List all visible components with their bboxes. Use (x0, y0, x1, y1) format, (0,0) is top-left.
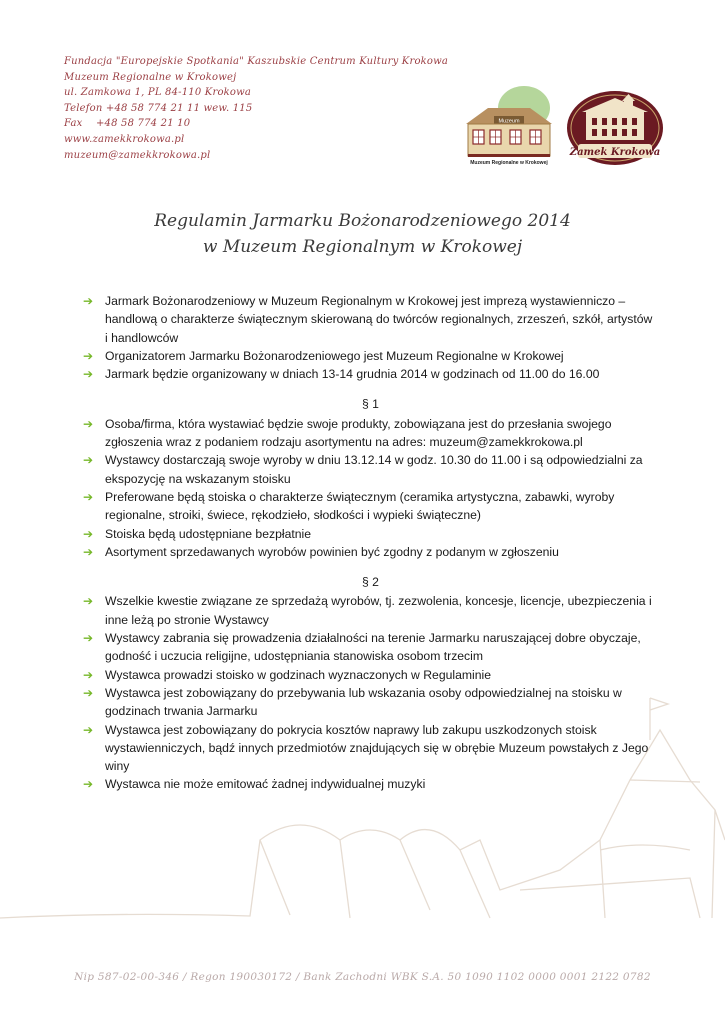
arrow-right-icon: ➔ (83, 416, 94, 431)
document-title (0, 208, 725, 260)
section-2-heading: § 2 (362, 575, 379, 590)
arrow-right-icon: ➔ (83, 631, 94, 646)
arrow-right-icon: ➔ (83, 685, 94, 700)
list-item: ➔ Asortyment sprzedawanych wyrobów powinien być zgodny z podanym w zgłoszeniu (83, 543, 658, 561)
letterhead-line-organization: Fundacja "Europejskie Spotkania" Kaszubskie Centrum Kultury Krokowa (64, 56, 449, 67)
list-item: ➔ Osoba/firma, która wystawiać będzie swoje produkty, zobowiązana jest do przesłania swojego zgłoszenia wraz z podaniem rodzaju asortymentu na adres: muzeum@zamekkrokowa.pl (83, 416, 612, 450)
museum-logo-caption: Muzeum Regionalne w Krokowej (470, 160, 548, 166)
list-item: ➔ Jarmark Bożonarodzeniowy w Muzeum Regionalnym w Krokowej jest imprezą wystawienniczo – handlową o charakterze świątecznym skierowaną do twórców regionalnych, zrzeszeń, szkół, artystów i handlowców (83, 294, 653, 345)
letterhead-line-email: muzeum@zamekkrokowa.pl (64, 149, 211, 161)
museum-sign-text: Muzeum (498, 118, 520, 125)
list-item: ➔ Wystawca nie może emitować żadnej indywidualnej muzyki (83, 775, 658, 793)
letterhead-line-phone: Telefon +48 58 774 21 11 wew. 115 (64, 102, 253, 114)
arrow-right-icon: ➔ (83, 722, 94, 737)
arrow-right-icon: ➔ (83, 348, 94, 363)
list-item: ➔ Wystawcy dostarczają swoje wyroby w dniu 13.12.14 w godz. 10.30 do 11.00 i są odpowiedzialni za ekspozycję na wskazanym stoisku (83, 453, 643, 486)
arrow-right-icon: ➔ (83, 294, 94, 308)
museum-logo (458, 84, 560, 174)
letterhead-line-address: ul. Zamkowa 1, PL 84-110 Krokowa (64, 87, 252, 99)
list-item: ➔ Stoiska będą udostępniane bezpłatnie (83, 525, 658, 543)
section-1-heading: § 1 (362, 397, 379, 412)
letterhead-line-fax: Fax +48 58 774 21 10 (64, 118, 191, 130)
regulations-content (83, 292, 658, 794)
list-item: ➔ Organizatorem Jarmarku Bożonarodzeniowego jest Muzeum Regionalne w Krokowej (83, 347, 658, 365)
castle-logo (564, 90, 666, 170)
intro-list (83, 292, 658, 383)
arrow-right-icon: ➔ (83, 594, 94, 609)
section-1-list (83, 415, 658, 561)
arrow-right-icon: ➔ (83, 367, 94, 382)
section-2-list (83, 592, 658, 793)
letterhead (64, 54, 464, 163)
arrow-right-icon: ➔ (83, 544, 94, 559)
castle-logo-caption: Zamek Krokowa (569, 147, 661, 158)
list-item: ➔ Wystawca jest zobowiązany do przebywania lub wskazania osoby odpowiedzialnej na stoisku w godzinach trwania Jarmarku (83, 685, 622, 719)
letterhead-line-website: www.zamekkrokowa.pl (64, 133, 185, 145)
list-item: ➔ Preferowane będą stoiska o charakterze świątecznym (ceramika artystyczna, zabawki, wyroby regionalne, stroiki, świece, rękodzieło, słodkości i wypieki świąteczne) (83, 489, 615, 523)
footer-registration-info: Nip 587-02-00-346 / Regon 190030172 / Bank Zachodni WBK S.A. 50 1090 1102 0000 0001 2122 0782 (74, 971, 651, 983)
arrow-right-icon: ➔ (83, 526, 94, 541)
title-line-1: Regulamin Jarmarku Bożonarodzeniowego 2014 (154, 211, 571, 231)
list-item: ➔ Wszelkie kwestie związane ze sprzedażą wyrobów, tj. zezwolenia, koncesje, licencje, ubezpieczenia i inne leżą po stronie Wystawcy (83, 594, 652, 627)
arrow-right-icon: ➔ (83, 453, 94, 468)
arrow-right-icon: ➔ (83, 489, 94, 504)
list-item: ➔ Wystawca prowadzi stoisko w godzinach wyznaczonych w Regulaminie (83, 666, 658, 684)
list-item: ➔ Wystawcy zabrania się prowadzenia działalności na terenie Jarmarku naruszającej dobre obyczaje, godność i uczucia religijne, udostępniania stanowiska osobom trzecim (83, 631, 641, 664)
title-line-2: w Muzeum Regionalnym w Krokowej (202, 237, 523, 257)
arrow-right-icon: ➔ (83, 777, 94, 792)
list-item: ➔ Jarmark będzie organizowany w dniach 13-14 grudnia 2014 w godzinach od 11.00 do 16.00 (83, 365, 658, 383)
arrow-right-icon: ➔ (83, 667, 94, 682)
letterhead-line-museum: Muzeum Regionalne w Krokowej (64, 71, 237, 83)
list-item: ➔ Wystawca jest zobowiązany do pokrycia kosztów naprawy lub zakupu uszkodzonych stoisk wystawienniczych, bądź innych przedmiotów znajdujących się w obrębie Muzeum powstałych z Jego winy (83, 722, 649, 774)
